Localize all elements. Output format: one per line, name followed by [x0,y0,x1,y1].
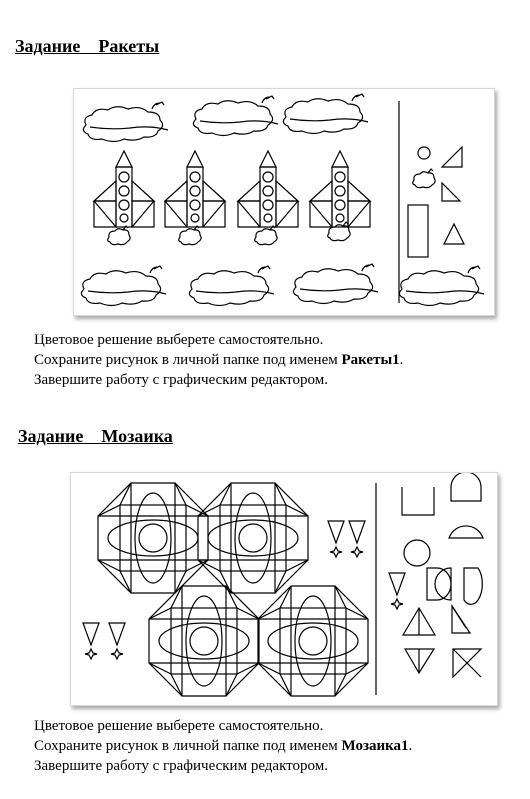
rockets-figure [73,88,495,316]
task2-filename: Мозаика1 [341,738,409,754]
cloud-shape [83,102,168,142]
cloud-shape [283,94,368,134]
task1-line-1: Цветовое решение выберете самостоятельно. [34,332,324,348]
mosaic-svg [71,473,497,705]
task2-line-2: Сохраните рисунок в личной папке под именем Мозаика1. [34,738,413,754]
task2-description [34,716,412,776]
task2-line-3: Завершите работу с графическим редактором. [34,758,328,774]
task1-description [34,330,403,390]
task2-line-1: Цветовое решение выберете самостоятельно. [34,718,324,734]
task1-line-2: Сохраните рисунок в личной папке под именем Ракеты1. [34,352,404,368]
task1-line-3: Завершите работу с графическим редактором. [34,372,328,388]
rockets-svg [74,89,494,315]
mosaic-figure [70,472,498,706]
task1-filename: Ракеты1 [341,352,400,368]
cloud-shape [193,96,278,136]
task2-title: Задание Мозаика [18,426,173,446]
task1-title: Задание Ракеты [15,36,160,56]
